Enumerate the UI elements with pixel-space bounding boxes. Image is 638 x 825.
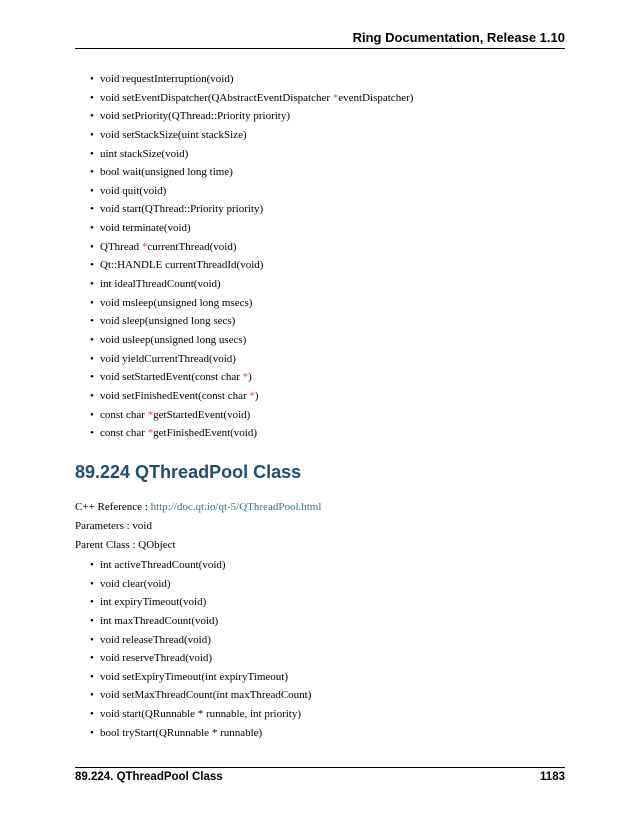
list-item-text	[100, 424, 257, 443]
signature-text: uint stackSize(void)	[100, 147, 189, 160]
pointer-star: *	[147, 408, 154, 421]
list-item-text	[100, 350, 236, 369]
signature-text: const char	[100, 427, 148, 440]
list-item-text	[100, 312, 235, 331]
signature-text: QThread	[100, 240, 142, 253]
bullet-icon: •	[90, 240, 94, 253]
bullet-icon: •	[90, 73, 94, 85]
section-heading: 89.224 QThreadPool Class	[75, 462, 302, 482]
bullet-icon: •	[90, 614, 94, 627]
signature-text: void sleep(unsigned long secs)	[100, 315, 236, 328]
bullet-icon: •	[90, 147, 94, 160]
bullet-icon: •	[90, 408, 94, 421]
parameters-line: Parameters : void	[75, 520, 152, 532]
list-item-text: void releaseThread(void)	[100, 633, 211, 646]
bullet-icon: •	[90, 203, 94, 216]
bullet-icon: •	[90, 371, 94, 384]
signature-text: currentThread(void)	[147, 240, 237, 253]
signature-text: getFinishedEvent(void)	[153, 427, 258, 440]
bullet-icon: •	[90, 577, 94, 590]
list-item-text: int maxThreadCount(void)	[100, 614, 219, 627]
list-item-text	[100, 275, 221, 294]
signature-text: bool wait(unsigned long time)	[100, 166, 233, 179]
signature-text: void usleep(unsigned long usecs)	[100, 333, 247, 346]
list-item-text	[100, 368, 252, 387]
signature-text: void yieldCurrentThread(void)	[100, 352, 236, 365]
list-item-text	[100, 406, 250, 425]
bullet-icon: •	[90, 128, 94, 141]
parent-class-line: Parent Class : QObject	[75, 539, 176, 551]
signature-text: int idealThreadCount(void)	[100, 278, 221, 291]
bullet-icon: •	[90, 427, 94, 440]
signature-text: void terminate(void)	[100, 222, 191, 235]
bullet-icon: •	[90, 184, 94, 197]
signature-text: )	[254, 389, 259, 402]
signature-text: void setEventDispatcher(QAbstractEventDispatcher	[100, 91, 333, 104]
list-item-text: int activeThreadCount(void)	[100, 559, 226, 571]
bullet-icon: •	[90, 596, 94, 609]
list-item-text: void setExpiryTimeout(int expiryTimeout)	[100, 670, 289, 683]
pointer-star: *	[249, 389, 255, 402]
list-item-text	[100, 200, 263, 219]
bullet-icon: •	[90, 689, 94, 702]
list-item-text	[100, 294, 252, 313]
running-header: Ring Documentation, Release 1.10	[352, 30, 565, 45]
pointer-star: *	[332, 91, 339, 104]
signature-text: void msleep(unsigned long msecs)	[100, 296, 253, 309]
signature-text: void setStartedEvent(const char	[100, 371, 243, 384]
signature-text: Qt::HANDLE currentThreadId(void)	[100, 259, 264, 272]
cpp-reference-link[interactable]: http://doc.qt.io/qt-5/QThreadPool.html	[150, 501, 322, 513]
signature-text: getStartedEvent(void)	[153, 408, 251, 421]
list-item-text	[100, 238, 237, 257]
list-item-text: int expiryTimeout(void)	[100, 596, 207, 609]
bullet-icon: •	[90, 652, 94, 665]
list-item-text	[100, 387, 259, 406]
pointer-star: *	[242, 371, 249, 384]
bullet-icon: •	[90, 222, 94, 235]
list-item-text	[100, 182, 166, 201]
bullet-icon: •	[90, 389, 94, 402]
list-item-text: void clear(void)	[100, 577, 171, 590]
bullet-icon: •	[90, 315, 94, 328]
bullet-icon: •	[90, 166, 94, 179]
list-item-text	[100, 331, 246, 350]
list-item-text	[100, 70, 234, 89]
list-item-text: void start(QRunnable * runnable, int priority)	[100, 708, 302, 721]
signature-text: void setFinishedEvent(const char	[100, 389, 250, 402]
pointer-star: *	[147, 427, 154, 440]
list-item-text	[100, 89, 413, 108]
bullet-icon: •	[90, 633, 94, 646]
signature-text: const char	[100, 408, 148, 421]
bullet-icon: •	[90, 259, 94, 272]
header-divider	[75, 48, 565, 49]
bullet-icon: •	[90, 559, 94, 571]
signature-text: void setPriority(QThread::Priority priority)	[100, 110, 291, 123]
bullet-icon: •	[90, 333, 94, 346]
bullet-icon: •	[90, 670, 94, 683]
list-item-text	[100, 219, 191, 238]
footer-section: 89.224. QThreadPool Class	[75, 771, 223, 783]
list-item-text	[100, 145, 188, 164]
list-item-text	[100, 163, 233, 182]
signature-text: void start(QThread::Priority priority)	[100, 203, 264, 216]
bullet-icon: •	[90, 726, 94, 739]
list-item-text	[100, 107, 290, 126]
page-number: 1183	[540, 771, 565, 783]
signature-text: void quit(void)	[100, 184, 167, 197]
signature-text: void setStackSize(uint stackSize)	[100, 128, 247, 141]
bullet-icon: •	[90, 278, 94, 291]
bullet-icon: •	[90, 91, 94, 104]
bullet-icon: •	[90, 110, 94, 123]
cpp-reference-label: C++ Reference :	[75, 501, 151, 513]
list-item-text: void setMaxThreadCount(int maxThreadCount)	[100, 689, 312, 702]
bullet-icon: •	[90, 296, 94, 309]
signature-text: eventDispatcher)	[338, 91, 414, 104]
signature-text: void requestInterruption(void)	[100, 73, 234, 85]
list-item-text: void reserveThread(void)	[100, 652, 213, 665]
list-item-text	[100, 126, 247, 145]
list-item-text	[100, 256, 263, 275]
signature-text: )	[248, 371, 252, 384]
list-item-text: bool tryStart(QRunnable * runnable)	[100, 726, 263, 739]
footer-divider	[75, 767, 565, 768]
bullet-icon: •	[90, 352, 94, 365]
cpp-reference	[75, 501, 321, 513]
bullet-icon: •	[90, 708, 94, 721]
pointer-star: *	[141, 240, 148, 253]
